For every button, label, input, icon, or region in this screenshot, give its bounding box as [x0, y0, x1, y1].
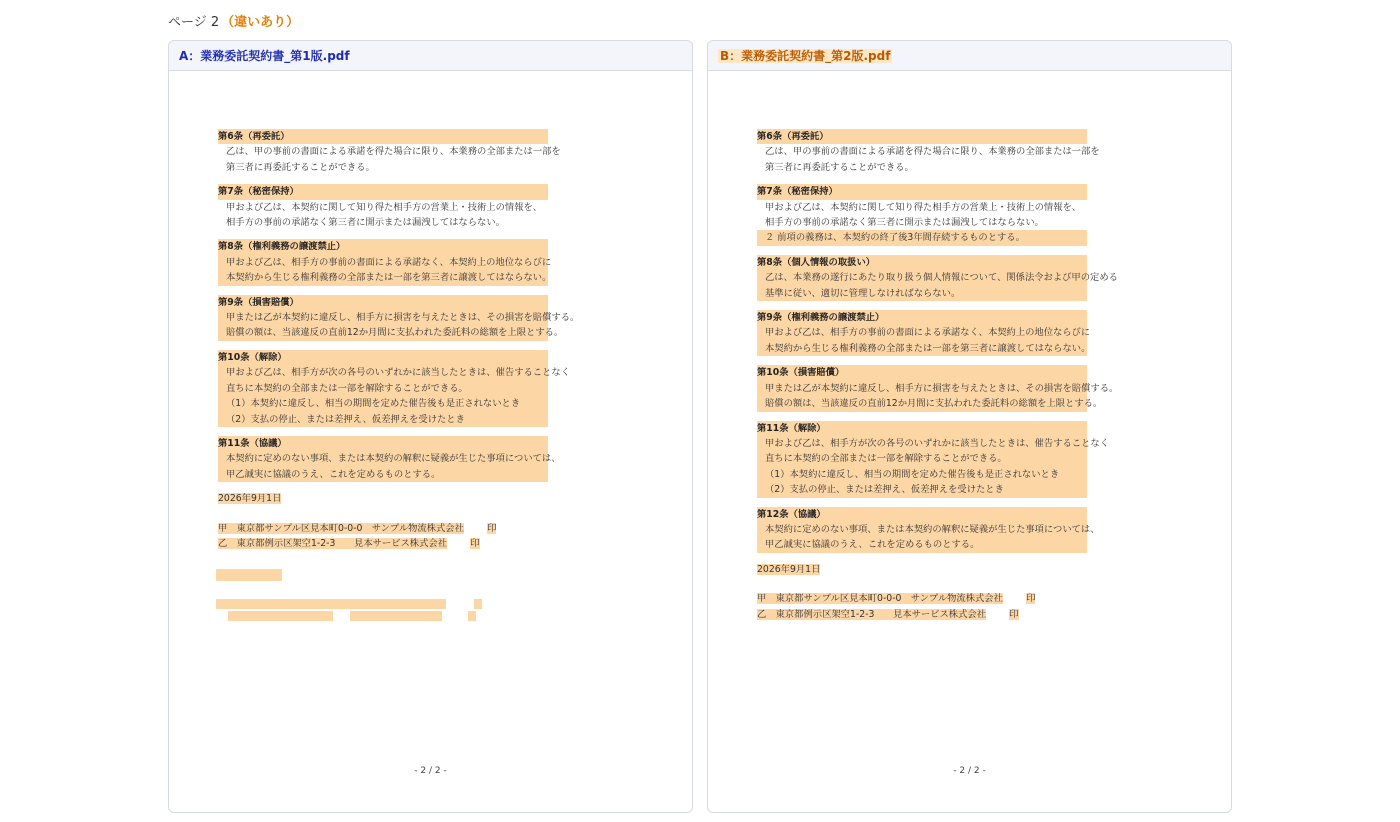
article-title: 第11条（協議） [218, 436, 548, 451]
seal-mark: 印 [470, 537, 480, 549]
document-page-b [757, 129, 1119, 622]
page-header [168, 11, 299, 30]
article-changed [218, 239, 552, 285]
article-line: 乙は、本業務の遂行にあたり取り扱う個人情報について、関係法令および甲の定める [757, 270, 1087, 285]
article-line: 直ちに本契約の全部または一部を解除することができる。 [218, 381, 548, 396]
diff-highlight-block [216, 569, 282, 581]
article-line: 甲および乙は、相手方が次の各号のいずれかに該当したときは、催告することなく [757, 436, 1087, 451]
party-b-text: 乙 東京都例示区架空1-2-3 見本サービス株式会社 [218, 537, 447, 549]
party-b-line [757, 607, 1087, 622]
article-line: 本契約に定めのない事項、または本契約の解釈に疑義が生じた事項については、 [218, 451, 548, 466]
party-a-line [757, 591, 1087, 606]
article-changed [757, 421, 1109, 498]
article-line: 賠償の額は、当該違反の直前12か月間に支払われた委託料の総額を上限とする。 [218, 325, 548, 340]
page-number: - 2 / 2 - [953, 766, 986, 776]
article-line: 賠償の額は、当該違反の直前12か月間に支払われた委託料の総額を上限とする。 [757, 396, 1087, 411]
article-line: 甲および乙は、相手方の事前の書面による承諾なく、本契約上の地位ならびに [757, 325, 1087, 340]
article-title: 第8条（権利義務の譲渡禁止） [218, 239, 548, 254]
article-line: 本契約から生じる権利義務の全部または一部を第三者に譲渡してはならない。 [757, 341, 1087, 356]
article [218, 184, 548, 230]
article-line: 甲または乙が本契約に違反し、相手方に損害を与えたときは、その損害を賠償する。 [218, 310, 548, 325]
article-title: 第6条（再委託） [757, 129, 1087, 144]
article-title: 第12条（協議） [757, 507, 1087, 522]
document-panel-b[interactable] [707, 40, 1232, 813]
article-title: 第10条（損害賠償） [757, 365, 1087, 380]
panel-b-title: B：業務委託契約書_第2版.pdf [720, 49, 891, 63]
party-a-text: 甲 東京都サンプル区見本町0-0-0 サンプル物流株式会社 [757, 593, 1003, 605]
article-title: 第6条（再委託） [218, 129, 548, 144]
article-line: 第三者に再委託することができる。 [765, 161, 914, 173]
panel-b-title-bar [708, 41, 1231, 71]
article-title: 第9条（損害賠償） [218, 295, 548, 310]
diff-highlight-block [216, 599, 446, 609]
article-line: 乙は、甲の事前の書面による承諾を得た場合に限り、本業務の全部または一部を [765, 146, 1100, 158]
article-line: 甲または乙が本契約に違反し、相手方に損害を与えたときは、その損害を賠償する。 [757, 381, 1087, 396]
article-changed [757, 310, 1091, 356]
article-line: 本契約に定めのない事項、または本契約の解釈に疑義が生じた事項については、 [757, 522, 1087, 537]
article-changed [757, 507, 1100, 553]
article-title: 第7条（秘密保持） [218, 184, 548, 199]
article-line: 甲および乙は、本契約に関して知り得た相手方の営業上・技術上の情報を、 [765, 201, 1082, 213]
article [218, 129, 561, 175]
diff-highlight-block [474, 599, 482, 609]
diff-status-label: （違いあり） [221, 15, 300, 30]
document-panel-a[interactable] [168, 40, 693, 813]
article-title: 第8条（個人情報の取扱い） [757, 255, 1087, 270]
article [757, 129, 1100, 175]
article-changed [218, 350, 570, 427]
article-line: （1）本契約に違反し、相当の期間を定めた催告後も是正されないとき [757, 467, 1087, 482]
article-title: 第7条（秘密保持） [757, 184, 1087, 199]
article-title: 第10条（解除） [218, 350, 548, 365]
article-title: 第9条（権利義務の譲渡禁止） [757, 310, 1087, 325]
contract-date: 2026年9月1日 [757, 563, 821, 575]
seal-mark: 印 [1009, 608, 1019, 620]
article-line: 甲および乙は、相手方が次の各号のいずれかに該当したときは、催告することなく [218, 365, 548, 380]
article-line: 基準に従い、適切に管理しなければならない。 [757, 286, 1087, 301]
party-b-line [218, 536, 548, 551]
article-changed [218, 436, 561, 482]
article-changed [757, 365, 1119, 411]
diff-highlight-block [468, 611, 476, 621]
seal-mark: 印 [487, 522, 497, 534]
article-line: 甲乙誠実に協議のうえ、これを定めるものとする。 [218, 467, 548, 482]
article-line: 相手方の事前の承諾なく第三者に開示または漏洩してはならない。 [765, 217, 1044, 229]
article-line: 相手方の事前の承諾なく第三者に開示または漏洩してはならない。 [226, 217, 505, 229]
article-line: 甲および乙は、相手方の事前の書面による承諾なく、本契約上の地位ならびに [218, 255, 548, 270]
contract-date: 2026年9月1日 [218, 493, 282, 505]
article-title: 第11条（解除） [757, 421, 1087, 436]
seal-mark: 印 [1026, 593, 1036, 605]
party-a-line [218, 521, 548, 536]
party-b-text: 乙 東京都例示区架空1-2-3 見本サービス株式会社 [757, 608, 986, 620]
diff-highlight-block [350, 611, 442, 621]
page-label: ページ 2 [168, 15, 220, 30]
article-line: 乙は、甲の事前の書面による承諾を得た場合に限り、本業務の全部または一部を [226, 146, 561, 158]
party-a-text: 甲 東京都サンプル区見本町0-0-0 サンプル物流株式会社 [218, 522, 464, 534]
document-page-a [218, 129, 580, 631]
diff-highlight-block [228, 611, 333, 621]
article-line: 直ちに本契約の全部または一部を解除することができる。 [757, 451, 1087, 466]
article-line: （2）支払の停止、または差押え、仮差押えを受けたとき [218, 412, 548, 427]
article-line: （2）支払の停止、または差押え、仮差押えを受けたとき [757, 482, 1087, 497]
article-line: 第三者に再委託することができる。 [226, 161, 375, 173]
article-line: 甲乙誠実に協議のうえ、これを定めるものとする。 [757, 537, 1087, 552]
article-line: 甲および乙は、本契約に関して知り得た相手方の営業上・技術上の情報を、 [226, 201, 543, 213]
article [757, 184, 1087, 246]
article-line-added: ２ 前項の義務は、本契約の終了後3年間存続するものとする。 [757, 230, 1087, 245]
panel-a-title: A：業務委託契約書_第1版.pdf [169, 41, 692, 71]
article-changed [757, 255, 1118, 301]
article-line: 本契約から生じる権利義務の全部または一部を第三者に譲渡してはならない。 [218, 270, 548, 285]
page-number: - 2 / 2 - [414, 766, 447, 776]
article-changed [218, 295, 580, 341]
article-line: （1）本契約に違反し、相当の期間を定めた催告後も是正されないとき [218, 396, 548, 411]
